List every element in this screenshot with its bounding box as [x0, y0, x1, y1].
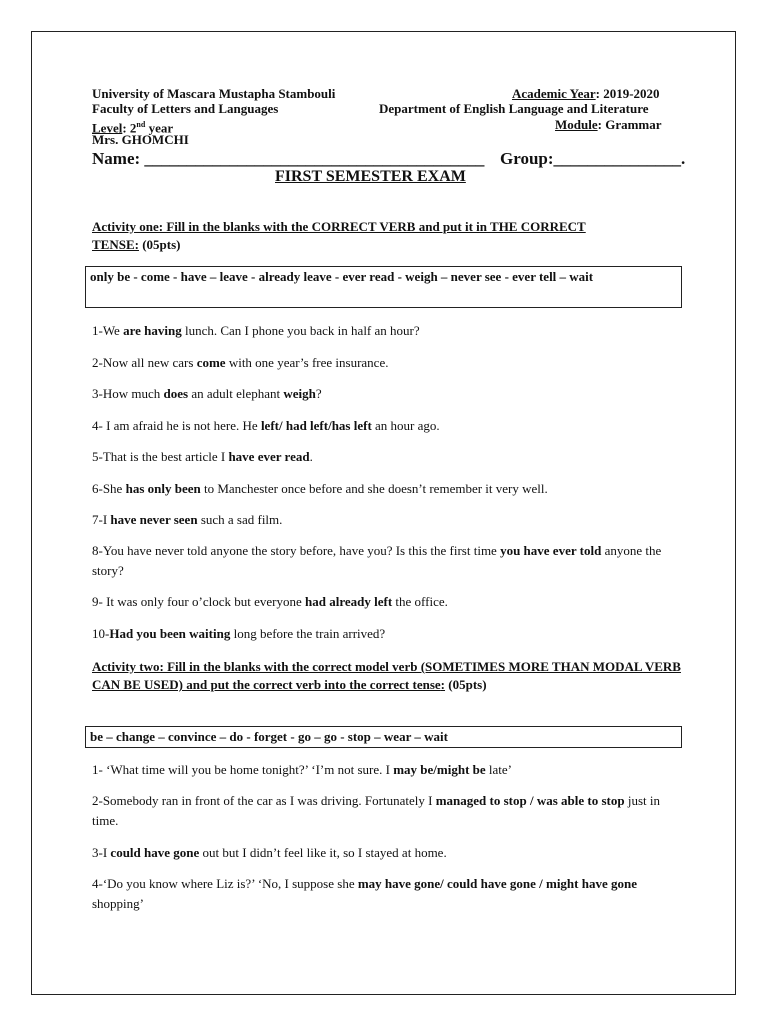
activity-one-question-9: 9- It was only four o’clock but everyone had already left the office. [92, 594, 448, 609]
activity-two-points: (05pts) [448, 677, 487, 692]
activity-one-question-6: 6-She has only been to Manchester once before and she doesn’t remember it very well. [92, 481, 548, 496]
activity-one-instruction [92, 218, 612, 254]
academic-year-label: Academic Year [512, 86, 596, 101]
activity-two-question-1: 1- ‘What time will you be home tonight?’ ‘I’m not sure. I may be/might be late’ [92, 762, 513, 777]
activity-two-text: Activity two: Fill in the blanks with the correct model verb (SOMETIMES MORE THAN MODAL VERB CAN BE USED) and put the correct verb into the correct tense [92, 659, 681, 692]
university-name: University of Mascara Mustapha Stambouli [92, 86, 336, 101]
activity-two-word-box: be – change – convince – do - forget - go – go - stop – wear – wait [85, 726, 682, 748]
answer: had already left [305, 594, 393, 609]
faculty-name: Faculty of Letters and Languages [92, 101, 279, 116]
exam-title: FIRST SEMESTER EXAM [275, 168, 466, 185]
activity-two-question-4: 4-‘Do you know where Liz is?’ ‘No, I suppose she may have gone/ could have gone / might have gone shopping’ [92, 876, 637, 911]
answer: may be/might be [393, 762, 486, 777]
answer: are having [123, 323, 182, 338]
answer: left/ had left/has left [260, 418, 372, 433]
name-blank: ________________________________________ [144, 149, 485, 168]
department-name: Department of English Language and Literature [379, 101, 649, 116]
activity-two-question-2: 2-Somebody ran in front of the car as I was driving. Fortunately I managed to stop / was able to stop just in time. [92, 793, 660, 828]
academic-year [512, 86, 660, 101]
level-ordinal: nd [136, 120, 146, 129]
group-field [500, 149, 685, 169]
answer: could have gone [110, 845, 200, 860]
answer: you have ever told [500, 543, 602, 558]
activity-one-question-7: 7-I have never seen such a sad film. [92, 512, 283, 527]
activity-one-question-5: 5-That is the best article I have ever read. [92, 449, 313, 464]
level-year: year [145, 120, 174, 136]
activity-one-question-1: 1-We are having lunch. Can I phone you back in half an hour? [92, 323, 420, 338]
level-label: Level [92, 120, 123, 136]
level-value: : 2 [122, 120, 137, 136]
activity-one-question-3: 3-How much does an adult elephant weigh? [92, 386, 322, 401]
answer: has only been [125, 481, 201, 496]
answer: weigh [283, 386, 316, 401]
module-label: Module [555, 117, 598, 132]
activity-one-points: (05pts) [138, 237, 181, 252]
answer: have ever read [228, 449, 310, 464]
activity-one-question-10: 10-Had you been waiting long before the train arrived? [92, 626, 386, 641]
answer: may have gone/ could have gone / might have gone [357, 876, 637, 891]
group-blank: _______________. [553, 149, 686, 168]
activity-one-text: Activity one: Fill in the blanks with the CORRECT VERB and put it in THE CORRECT TENSE: [92, 219, 586, 252]
answer: have never seen [110, 512, 198, 527]
academic-year-value: : 2019-2020 [595, 86, 660, 101]
activity-one-question-4: 4- I am afraid he is not here. He left/ had left/has left an hour ago. [92, 418, 440, 433]
name-field [92, 149, 484, 169]
answer: does [163, 386, 189, 401]
name-label: Name: [92, 149, 141, 168]
activity-one-question-2: 2-Now all new cars come with one year’s free insurance. [92, 355, 389, 370]
answer: Had you been waiting [109, 626, 231, 641]
module [555, 117, 662, 132]
activity-one-question-8: 8-You have never told anyone the story before, have you? Is this the first time you have ever told anyone the story? [92, 543, 662, 578]
answer: come [196, 355, 226, 370]
module-value: : Grammar [597, 117, 662, 132]
teacher-name: Mrs. GHOMCHI [92, 132, 189, 147]
activity-two-instruction [92, 658, 682, 694]
activity-two-colon: : [440, 677, 446, 692]
answer: managed to stop / was able to stop [435, 793, 625, 808]
group-label: Group: [500, 149, 554, 168]
activity-two-question-3: 3-I could have gone out but I didn’t feel like it, so I stayed at home. [92, 845, 447, 860]
activity-one-word-box: only be - come - have – leave - already leave - ever read - weigh – never see - ever tell – wait [85, 266, 682, 308]
